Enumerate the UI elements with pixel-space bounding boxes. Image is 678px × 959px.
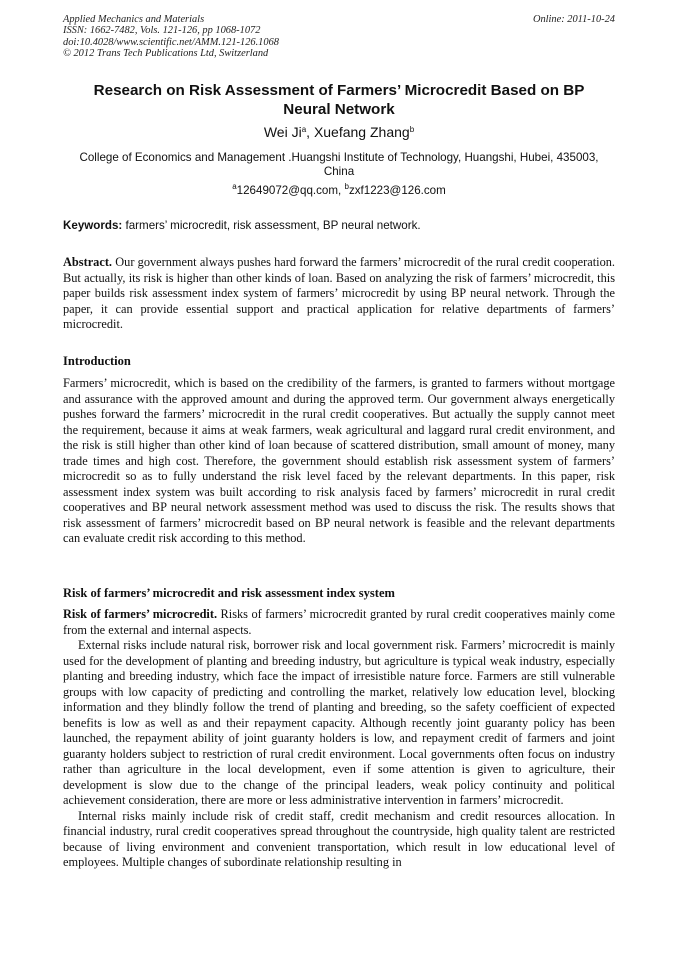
copyright-line: © 2012 Trans Tech Publications Ltd, Switzerland xyxy=(63,47,269,59)
section-heading-introduction: Introduction xyxy=(63,354,131,368)
online-date: Online: 2011-10-24 xyxy=(532,14,615,25)
author-line xyxy=(63,124,615,140)
email-address: 12649072@qq.com, xyxy=(236,184,345,197)
risk-paragraph xyxy=(63,607,615,638)
email-mark: a xyxy=(232,182,237,191)
introduction-paragraph: Farmers’ microcredit, which is based on the credibility of the farmers, is granted to farmers without mortgage and assurance with the approved amount and during the approved term. Our government always energetically pushes forward the farmers’ microcredit in the rural credit cooperatives. But actually the supply cannot meet the requirement, because it aims at weak farmers, weak agricultural and laggard rural credit environment, and the risk is still higher than other kind of loan because of scattered distribution, small amount of money, many trade times and high cost. Therefore, the government should establish risk assessment system of farmers’ microcredit so as to fully understand the risk level faced by the relevant departments. In this paper, risk assessment index system was built according to risk analysis faced by farmers’ microcredit in rural credit cooperatives and BP neural network assessment method was used to discuss the risk. The results shows that risk assessment of farmers’ microcredit based on BP neural network is feasible and the relevant departments can evaluate credit risk according to this method. xyxy=(63,376,615,545)
external-risks-paragraph: External risks include natural risk, borrower risk and local government risk. Farmers’ microcredit is mainly used for the development of planting and breeding industry, but agriculture is typical weak industry, especially planting and breeding industry, which face the impact of irresistible nature force. Farmers are still vulnerable groups with low capacity of predicting and controlling the market, relatively low education level, blocking information and they blindly follow the trend of planting and breeding, so the safety coefficient of expected benefits is low as well as and their repayment capacity. Although recently joint guaranty policy has been launched, the repayment ability of joint guaranty holders is low, and repayment credit of farmers and joint guaranty holders subject to restriction of rural credit environment. Local governments often focus on industry rather than agriculture in the local development, even if some attention is given to agriculture, their development is slow due to the change of the principal leaders, weak policy continuity and political achievement consideration, there are more or less administrative intervention in farmers’ microcredit. xyxy=(63,638,615,807)
author-affil-mark: b xyxy=(409,125,415,134)
section-heading-risk: Risk of farmers’ microcredit and risk assessment index system xyxy=(63,586,395,600)
author-affil-mark: a xyxy=(301,125,307,134)
risk-paragraph-text: Risks of farmers’ microcredit granted by rural credit cooperatives mainly come from the external and internal aspects. xyxy=(63,607,615,637)
author-name: Wei Ji xyxy=(263,124,302,140)
issn-line: ISSN: 1662-7482, Vols. 121-126, pp 1068-1072 xyxy=(63,25,261,37)
abstract-label: Abstract. xyxy=(63,255,113,269)
paper-title: Research on Risk Assessment of Farmers’ Microcredit Based on BP Neural Network xyxy=(93,82,585,118)
affiliation: College of Economics and Management .Huangshi Institute of Technology, Huangshi, Hubei, 435003, China xyxy=(79,151,599,178)
risk-section-body xyxy=(63,607,615,871)
abstract-text: Our government always pushes hard forward the farmers’ microcredit of the rural credit cooperation. But actually, its risk is higher than other kinds of loan. Based on analyzing the risk of farmers’ microcredit, this paper builds risk assessment index system of farmers’ microcredit by using BP neural network. Through the paper, it can provide essential support and practical application for relative departments of farmers’ microcredit. xyxy=(63,255,615,331)
internal-risks-paragraph: Internal risks mainly include risk of credit staff, credit mechanism and credit resources allocation. In financial industry, rural credit cooperatives spread throughout the countryside, high quality talent are restricted because of living environment and convenient transportation, which result in low educational level of employees. Multiple changes of subordinate relationship resulting in xyxy=(63,808,615,869)
runin-heading: Risk of farmers’ microcredit. xyxy=(63,607,218,621)
email-line xyxy=(63,184,615,198)
keywords-text: farmers’ microcredit, risk assessment, BP neural network. xyxy=(122,219,421,232)
journal-name: Applied Mechanics and Materials xyxy=(63,14,205,25)
author-name: Xuefang Zhang xyxy=(313,124,410,140)
email-mark: b xyxy=(344,182,349,191)
keywords xyxy=(63,219,615,233)
email-address: zxf1223@126.com xyxy=(348,184,446,197)
journal-header xyxy=(63,14,615,59)
author-separator: , xyxy=(306,124,314,140)
doi-line: doi:10.4028/www.scientific.net/AMM.121-126.1068 xyxy=(63,36,279,48)
keywords-label: Keywords: xyxy=(63,219,123,232)
abstract xyxy=(63,255,615,333)
